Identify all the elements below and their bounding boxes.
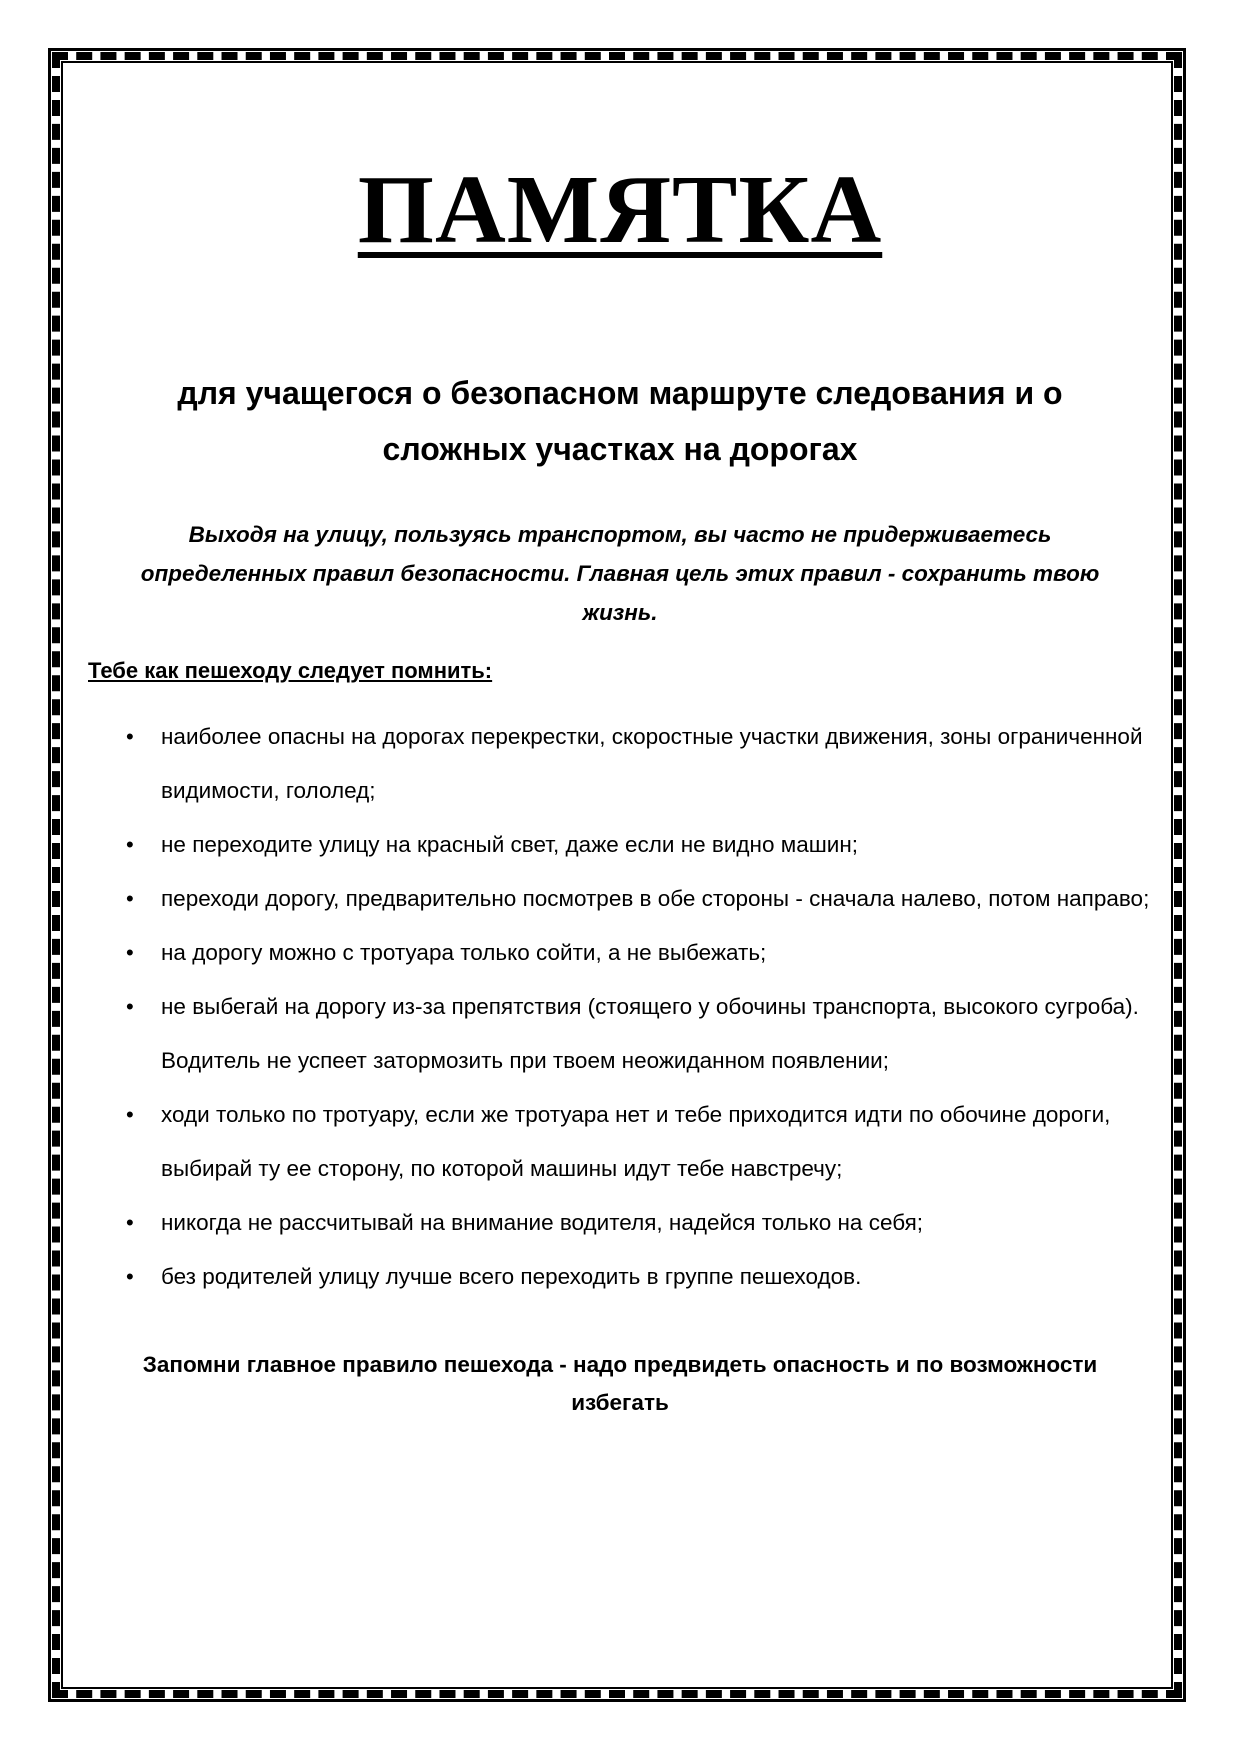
document-content	[85, 150, 1155, 1422]
bullet-icon: •	[126, 1264, 134, 1289]
list-item	[85, 980, 1155, 1088]
list-item	[85, 926, 1155, 980]
rule-text: никогда не рассчитывай на внимание водителя, надейся только на себя;	[161, 1210, 924, 1235]
bullet-icon: •	[126, 940, 134, 965]
rule-text: на дорогу можно с тротуара только сойти, а не выбежать;	[161, 940, 767, 965]
bullet-icon: •	[126, 1210, 134, 1235]
list-item	[85, 1250, 1155, 1304]
list-item	[85, 1196, 1155, 1250]
rule-text: ходи только по тротуару, если же тротуара нет и тебе приходится идти по обочине дороги, выбирай ту ее сторону, по которой машины идут тебе навстречу;	[161, 1102, 1111, 1181]
document-title: ПАМЯТКА	[357, 156, 883, 264]
intro-paragraph: Выходя на улицу, пользуясь транспортом, вы часто не придерживаетесь определенных правил безопасности. Главная цель этих правил - сохранить твою жизнь.	[140, 522, 1100, 625]
bullet-icon: •	[126, 886, 134, 911]
list-item	[85, 872, 1155, 926]
bullet-icon: •	[126, 994, 134, 1019]
bullet-icon: •	[126, 1102, 134, 1127]
rule-text: наиболее опасны на дорогах перекрестки, скоростные участки движения, зоны ограниченной видимости, гололед;	[161, 724, 1143, 803]
rule-text: переходи дорогу, предварительно посмотрев в обе стороны - сначала налево, потом направо;	[161, 886, 1150, 911]
rule-text: не выбегай на дорогу из-за препятствия (стоящего у обочины транспорта, высокого сугроба). Водитель не успеет затормозить при твоем неожиданном появлении;	[161, 994, 1139, 1073]
document-subtitle: для учащегося о безопасном маршруте следования и о сложных участках на дорогах	[177, 375, 1063, 467]
rule-text: не переходите улицу на красный свет, даже если не видно машин;	[161, 832, 859, 857]
rules-list	[85, 710, 1155, 1304]
bullet-icon: •	[126, 724, 134, 749]
list-item	[85, 1088, 1155, 1196]
closing-note: Запомни главное правило пешехода - надо предвидеть опасность и по возможности избегать	[142, 1352, 1098, 1415]
rule-text: без родителей улицу лучше всего переходить в группе пешеходов.	[161, 1264, 862, 1289]
section-heading: Тебе как пешеходу следует помнить:	[88, 658, 493, 683]
list-item	[85, 818, 1155, 872]
bullet-icon: •	[126, 832, 134, 857]
list-item	[85, 710, 1155, 818]
